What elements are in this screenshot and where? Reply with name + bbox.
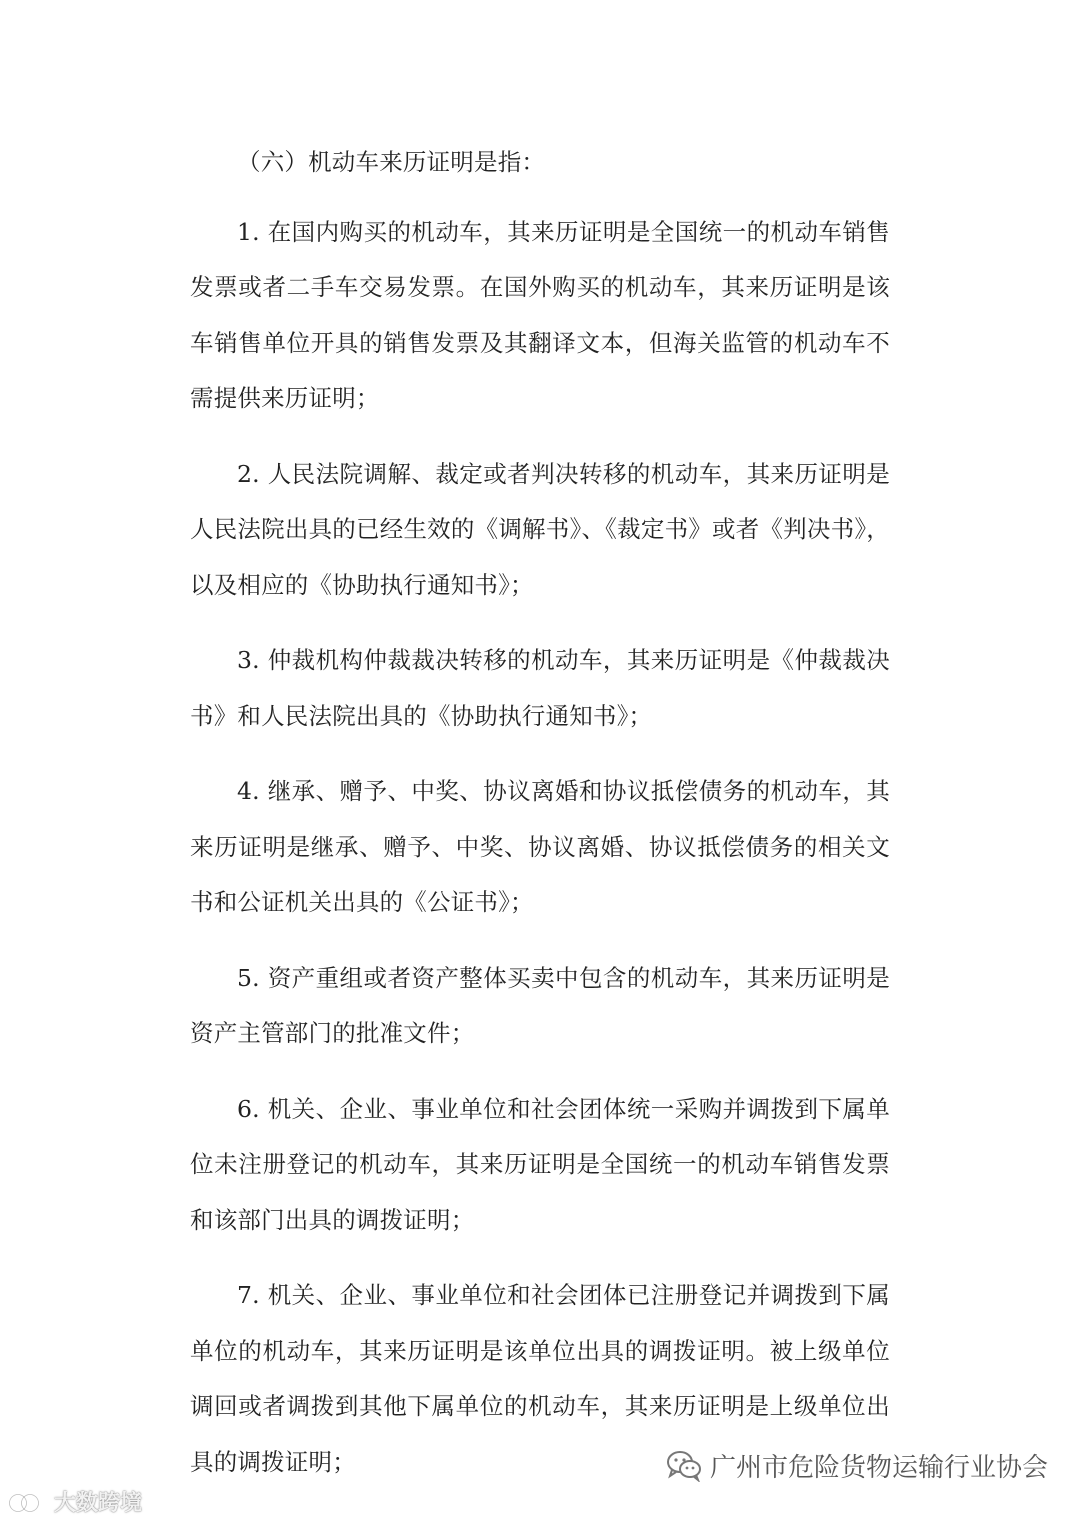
paragraph-item-5: 5. 资产重组或者资产整体买卖中包含的机动车，其来历证明是资产主管部门的批准文件；: [190, 963, 890, 1047]
corner-watermark: [8, 1486, 142, 1517]
document-body: [190, 135, 890, 1510]
wechat-icon: [666, 1450, 702, 1482]
paragraph-item-7: 7. 机关、企业、事业单位和社会团体已注册登记并调拨到下属单位的机动车，其来历证明是该单位出具的调拨证明。被上级单位调回或者调拨到其他下属单位的机动车，其来历证明是上级单位出具的调拨证明；: [190, 1281, 890, 1476]
chain-logo-icon: [8, 1489, 48, 1515]
paragraph-item-3: 3. 仲裁机构仲裁裁决转移的机动车，其来历证明是《仲裁裁决书》和人民法院出具的《协助执行通知书》；: [190, 646, 890, 730]
paragraph-item-4: 4. 继承、赠予、中奖、协议离婚和协议抵偿债务的机动车，其来历证明是继承、赠予、中奖、协议离婚、协议抵偿债务的相关文书和公证机关出具的《公证书》；: [190, 777, 890, 916]
source-watermark: [666, 1447, 1048, 1484]
corner-watermark-text: 大数跨境: [54, 1491, 143, 1516]
paragraph-item-6: 6. 机关、企业、事业单位和社会团体统一采购并调拨到下属单位未注册登记的机动车，其来历证明是全国统一的机动车销售发票和该部门出具的调拨证明；: [190, 1094, 890, 1234]
paragraph-item-2: 2. 人民法院调解、裁定或者判决转移的机动车，其来历证明是人民法院出具的已经生效的《调解书》、《裁定书》或者《判决书》，以及相应的《协助执行通知书》；: [190, 459, 890, 599]
source-name: 广州市危险货物运输行业协会: [709, 1453, 1048, 1483]
section-heading: （六）机动车来历证明是指：: [237, 148, 546, 176]
paragraph-item-1: 1. 在国内购买的机动车，其来历证明是全国统一的机动车销售发票或者二手车交易发票。在国外购买的机动车，其来历证明是该车销售单位开具的销售发票及其翻译文本，但海关监管的机动车不需提供来历证明；: [190, 217, 890, 412]
